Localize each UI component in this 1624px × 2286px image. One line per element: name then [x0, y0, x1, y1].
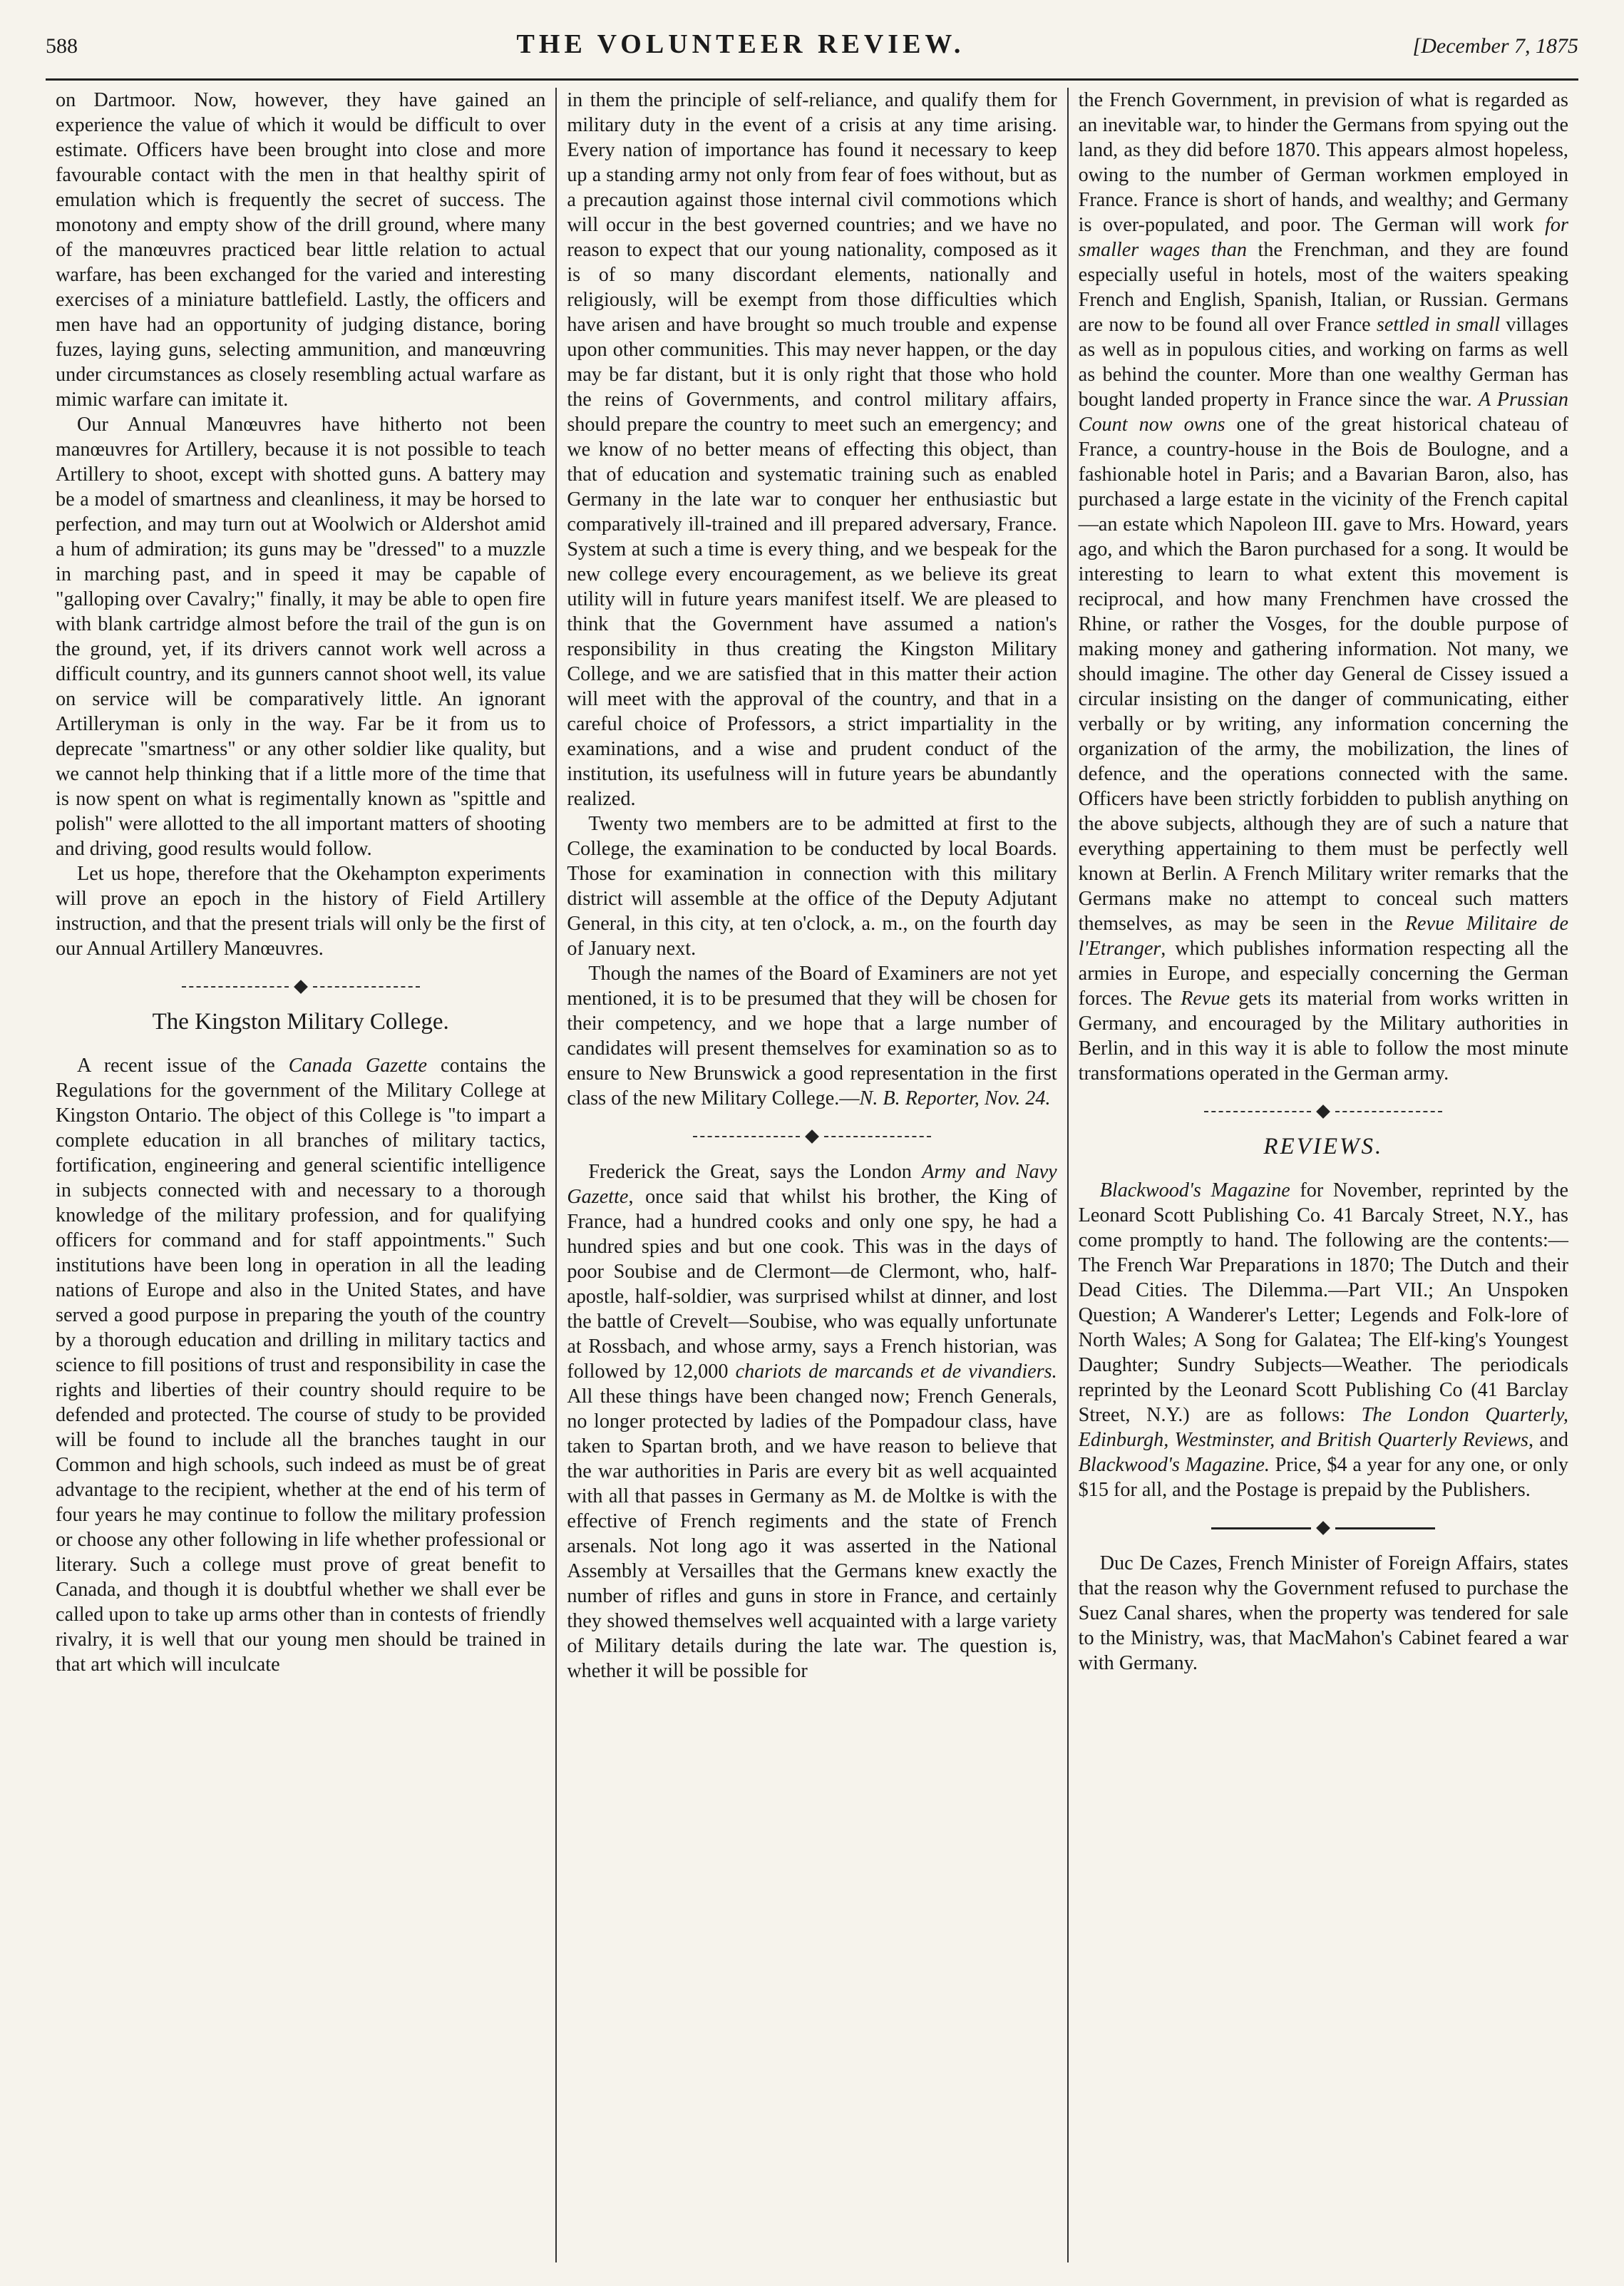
section-divider — [1079, 1512, 1568, 1544]
masthead-title: THE VOLUNTEER REVIEW. — [516, 29, 965, 59]
paragraph: Duc De Cazes, French Minister of Foreign Affairs, states that the reason why the Government refused to purchase the Suez Canal shares, when the property was tendered for sale to the Ministry, was, that MacMahon's Cabinet feared a war with Germany. — [1078, 1552, 1568, 1674]
issue-date: [December 7, 1875 — [1412, 34, 1578, 58]
paragraph: Frederick the Great, says the London Army and Navy Gazette, once said that whilst his brother, the King of France, had a hundred cooks and only one spy, he had a hundred spies and but one cook. This was in the days of poor Soubise and de Clermont—de Clermont, who, half-apostle, half-soldier, was surprised whilst at dinner, and lost the battle of Crevelt—Soubise, who was equally unfortunate at Rossbach, and whose army, says a French historian, was followed by 12,000 chariots de marcands et de vivandiers. All these things have been changed now; French Generals, no longer protected by ladies of the Pompadour class, have taken to Spartan broth, and we have reason to believe that the war authorities in Paris are every bit as well acquainted with all that passes in Germany as M. de Moltke is with the effective of French regiments and the state of French arsenals. Not long ago it was asserted in the National Assembly at Versailles that the Germans knew exactly the number of rifles and guns in store in France, and certainly they showed themselves well acquainted with a large variety of Military details during the late war. The question is, whether it will be possible for — [567, 1161, 1057, 1682]
paragraph: Let us hope, therefore that the Okehampton experiments will prove an epoch in the history of Field Artillery instruction, and that the present trials will only be the first of our Annual Artillery Manœuvres. — [56, 863, 546, 960]
column-1 — [46, 88, 555, 2262]
paragraph: in them the principle of self-reliance, and qualify them for military duty in the event of a crisis at any time arising. Every nation of importance has found it necessary to keep up a standing army not only from fear of foes without, but as a precaution against those internal civil commotions which will occur in the best governed countries; and we have no reason to expect that our young nationality, composed as it is of so many discordant elements, nationally and religiously, will be exempt from those difficulties which have arisen and have brought so much trouble and expense upon other communities. This may never happen, or the day may be far distant, but it is only right that those who hold the reins of Governments, and control military affairs, should prepare the country to meet such an emergency; and we know of no better means of effecting this object, than that of education and systematic training such as enabled Germany in the late war to conquer her enthusiastic but comparatively ill-trained and ill prepared adversary, France. System at such a time is every thing, and we bespeak for the new college every encouragement, as we believe its great utility will in future years manifest itself. We are pleased to think that the Government have assumed a nation's responsibility in thus creating the Kingston Military College, and we are satisfied that in this matter their action will meet with the approval of the country, and that in a careful choice of Professors, a strict impartiality in the examinations, and a wise and prudent conduct of the institution, its usefulness will in future years be abundantly realized. — [567, 89, 1057, 810]
columns — [46, 88, 1578, 2262]
paragraph: the French Government, in prevision of what is regarded as an inevitable war, to hinder the Germans from spying out the land, as they did before 1870. This appears almost hopeless, owing to the number of German workmen employed in France. France is short of hands, and wealthy; and Germany is over-populated, and poor. The German will work for smaller wages than the Frenchman, and they are found especially useful in hotels, most of the waiters speaking French and English, Spanish, Italian, or Russian. Germans are now to be found all over France settled in small villages as well as in populous cities, and working on farms as well as behind the counter. More than one wealthy German has bought landed property in France since the war. A Prussian Count now owns one of the great historical chateau of France, a country-house in the Bois de Boulogne, and a fashionable hotel in Paris; and a Bavarian Baron, also, has purchased a large estate in the vicinity of the French capital—an estate which Napoleon III. gave to Mrs. Howard, years ago, and which the Baron purchased for a song. It would be interesting to learn to what extent this movement is reciprocal, and how many Frenchmen have crossed the Rhine, or rather the Vosges, for the double purpose of making money and gathering information. Not many, we should imagine. The other day General de Cissey issued a circular insisting on the danger of communicating, either verbally or by writing, any information concerning the organization of the army, the mobilization, the lines of defence, and the operations connected with the same. Officers have been strictly forbidden to publish anything on the above subjects, although they are of such a nature that everything appertaining to them must be perfectly well known at Berlin. A French Military writer remarks that the Germans make no attempt to conceal such matters themselves, as may be seen in the Revue Militaire de l'Etranger, which publishes information respecting all the armies in Europe, and especially concerning the German forces. The Revue gets its material from works written in Germany, and encouraged by the Military authorities in Berlin, and in this way it is able to follow the most minute transformations operated in the German army. — [1078, 89, 1568, 1085]
column-3 — [1067, 88, 1578, 2262]
paragraph: on Dartmoor. Now, however, they have gained an experience the value of which it would be difficult to over estimate. Officers have been brought into close and more favourable contact with the men in that healthy spirit of emulation which is frequently the secret of success. The monotony and empty show of the drill ground, where many of the manœuvres practiced bear little relation to actual warfare, has been exchanged for the varied and interesting exercises of a miniature battlefield. Lastly, the officers and men have had an opportunity of judging distance, boring fuzes, laying guns, selecting ammunition, and manœuvring under circumstances as closely resembling actual warfare as mimic warfare can imitate it. — [56, 89, 546, 411]
section-divider — [56, 971, 545, 1003]
page-number: 588 — [46, 34, 78, 58]
paragraph: Twenty two members are to be admitted at first to the College, the examination to be conducted by local Boards. Those for examination in connection with this military district will assemble at the office of the Deputy Adjutant General, in this city, at ten o'clock, a. m., on the fourth day of January next. — [567, 813, 1057, 960]
paragraph: Blackwood's Magazine for November, reprinted by the Leonard Scott Publishing Co. 41 Barcaly Street, N.Y., has come promptly to hand. The following are the contents:—The French War Preparations in 1870; The Dutch and their Dead Cities. The Dilemma.—Part VII.; An Unspoken Question; A Wanderer's Letter; Legends and Folk-lore of North Wales; A Song for Galatea; The Elf-king's Youngest Daughter; Sundry Subjects—Weather. The periodicals reprinted by the Leonard Scott Publishing Co (41 Barclay Street, N.Y.) are as follows: The London Quarterly, Edinburgh, Westminster, and British Quarterly Reviews, and Blackwood's Magazine. Price, $4 a year for any one, or only $15 for all, and the Postage is prepaid by the Publishers. — [1078, 1179, 1568, 1501]
paragraph: A recent issue of the Canada Gazette contains the Regulations for the government of the Military College at Kingston Ontario. The object of this College is "to impart a complete education in all branches of military tactics, fortification, engineering and general scientific intelligence in subjects connected with and necessary to a thorough knowledge of the military profession, and for qualifying officers for command and for staff appointments." Such institutions have been long in operation in all the leading nations of Europe and also in the United States, and have served a good purpose in preparing the youth of the country by a thorough education and drilling in military tactics and science to fill positions of trust and responsibility in case the rights and liberties of their country should require to be defended and protected. The course of study to be provided will be found to include all the branches taught in our Common and high schools, such indeed as must be of great advantage to the recipient, whether at the end of his term of four years he may continue to follow the military profession or choose any other following in life whether professional or literary. Such a college must prove of great benefit to Canada, and though it is doubtful whether we shall ever be called upon to take up arms other than in contests of friendly rivalry, it is well that our young men should be trained in that art which will inculcate — [56, 1055, 546, 1676]
section-divider — [567, 1121, 1057, 1152]
page-header — [46, 29, 1578, 81]
paragraph: Though the names of the Board of Examiners are not yet mentioned, it is to be presumed that they will be chosen for their competency, and we hope that a large number of candidates will present themselves for examination so as to ensure to New Brunswick a good representation in the first class of the new Military College.—N. B. Reporter, Nov. 24. — [567, 963, 1057, 1109]
section-divider — [1079, 1096, 1568, 1127]
article-heading: The Kingston Military College. — [152, 1009, 449, 1035]
paragraph: Our Annual Manœuvres have hitherto not been manœuvres for Artillery, because it is not possible to teach Artillery to shoot, except with shotted guns. A battery may be a model of smartness and cleanliness, it may be horsed to perfection, and may turn out at Woolwich or Aldershot amid a hum of admiration; its guns may be "dressed" to a muzzle in marching past, and in speed it may be capable of "galloping over Cavalry;" finally, it may be able to open fire with blank cartridge almost before the trail of the gun is on the ground, yet, if its drivers cannot work well across a difficult country, and its gunners cannot shoot well, its value on service will be comparatively little. An ignorant Artilleryman is only in the way. Far be it from us to deprecate "smartness" or any other soldier like quality, but we cannot help thinking that if a little more of the time that is now spent on what is regimentally known as "spittle and polish" were allotted to the all important matters of shooting and driving, good results would follow. — [56, 414, 546, 860]
reviews-heading: REVIEWS. — [1263, 1134, 1384, 1159]
column-2 — [555, 88, 1067, 2262]
